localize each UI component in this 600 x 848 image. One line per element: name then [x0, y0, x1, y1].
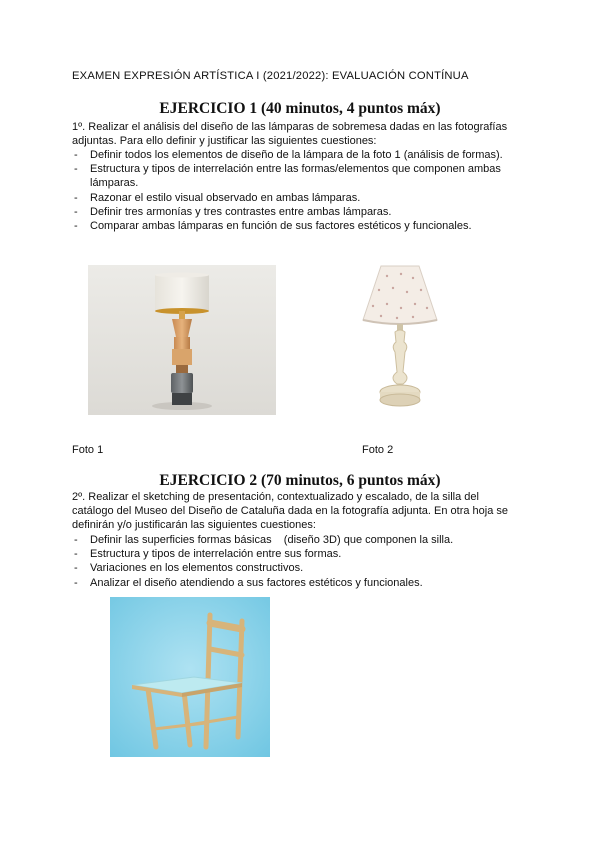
list-item: - Estructura y tipos de interrelación entre sus formas. [72, 547, 542, 561]
exam-header: EXAMEN EXPRESIÓN ARTÍSTICA I (2021/2022): EVALUACIÓN CONTÍNUA [72, 70, 469, 82]
exercise1-list [72, 148, 542, 233]
photo1-lamp-image [88, 265, 276, 415]
exercise2-title: EJERCICIO 2 (70 minutos, 6 puntos máx) [159, 472, 441, 489]
exercise2-list [72, 533, 542, 590]
list-item: - Comparar ambas lámparas en función de sus factores estéticos y funcionales. [72, 219, 542, 233]
chair-photo-image [110, 597, 270, 757]
exercise2-intro: 2º. Realizar el sketching de presentación, contextualizado y escalado, de la silla del catálogo del Museo del Diseño de Cataluña dada en la fotografía adjunta. En otra hoja se definirán y/o justificarán las siguientes cuestiones: [72, 491, 509, 532]
list-item: - Estructura y tipos de interrelación entre las formas/elementos que componen ambas lámparas. [72, 162, 542, 190]
list-item: - Definir tres armonías y tres contrastes entre ambas lámparas. [72, 205, 542, 219]
list-item: - Razonar el estilo visual observado en ambas lámparas. [72, 191, 542, 205]
exercise1-title: EJERCICIO 1 (40 minutos, 4 puntos máx) [159, 100, 441, 117]
photo2-caption: Foto 2 [362, 444, 394, 456]
exercise1-intro: 1º. Realizar el análisis del diseño de las lámparas de sobremesa dadas en las fotografías adjuntas. Para ello definir y justificar las siguientes cuestiones: [72, 121, 508, 148]
photo1-caption: Foto 1 [72, 444, 104, 456]
list-item: - Definir todos los elementos de diseño de la lámpara de la foto 1 (análisis de formas). [72, 148, 542, 162]
photo2-lamp-image [357, 262, 443, 412]
list-item: - Variaciones en los elementos constructivos. [72, 561, 542, 575]
list-item: - Analizar el diseño atendiendo a sus factores estéticos y funcionales. [72, 576, 542, 590]
list-item: - Definir las superficies formas básicas (diseño 3D) que componen la silla. [72, 533, 542, 547]
